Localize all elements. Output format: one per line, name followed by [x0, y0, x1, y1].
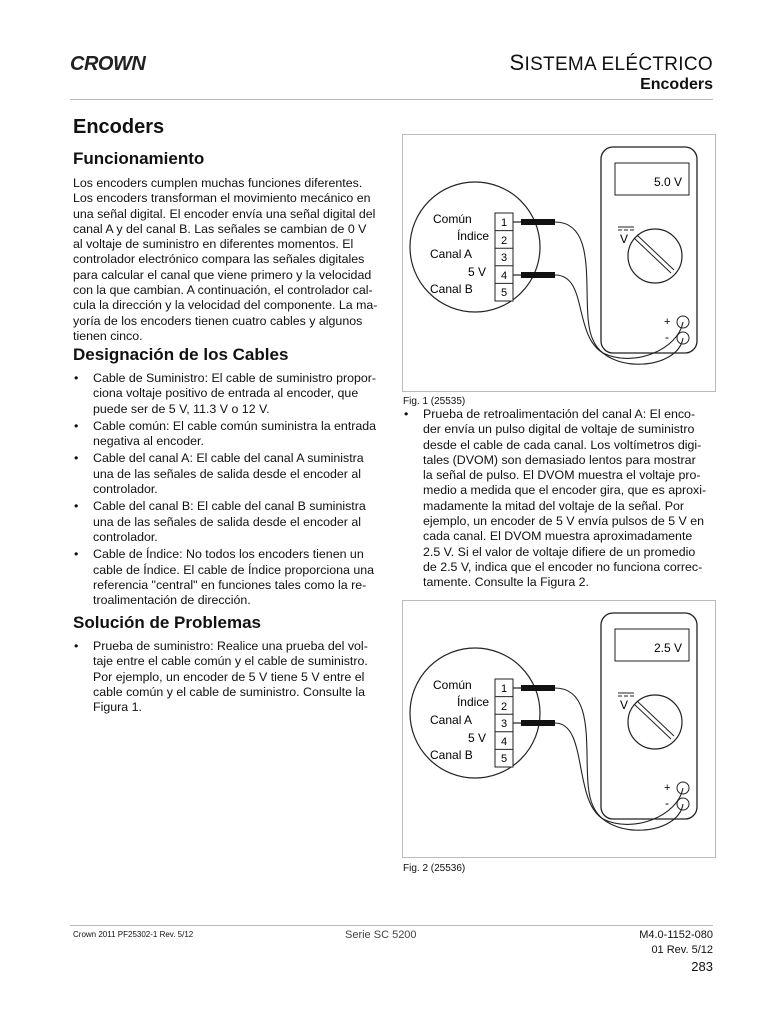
list-item: [403, 407, 714, 591]
footer-divider: [70, 925, 713, 926]
bullet: •: [74, 418, 79, 433]
label-indice: Índice: [456, 229, 489, 243]
heading-funcionamiento: Funcionamiento: [73, 149, 205, 168]
list-line: cable común y el cable de suministro. Consulte la: [93, 684, 366, 699]
label-canal-a: Canal A: [430, 247, 473, 261]
section-subtitle: Encoders: [640, 76, 713, 93]
figure-1-diagram: [403, 135, 715, 391]
list-item: [73, 547, 383, 608]
label-comun: Común: [433, 678, 472, 692]
meter-reading: 2.5 V: [653, 641, 682, 655]
list-line: una de las señales de salida desde el encoder al: [93, 514, 361, 529]
figure-1: [402, 134, 716, 392]
section-title: [510, 50, 714, 76]
list-line: la señal de pulso. El DVOM muestra el voltaje pro-: [423, 468, 701, 483]
list-line: referencia "central" en funciones tales como la re-: [93, 577, 367, 592]
header-divider: [70, 99, 713, 100]
list-line: Cable del canal B: El cable del canal B suministra: [93, 499, 366, 514]
list-item: [73, 419, 383, 450]
pin-number: 5: [500, 753, 508, 765]
bullet: •: [74, 547, 79, 562]
list-item: [73, 499, 383, 545]
figure-2-caption: Fig. 2 (25536): [403, 863, 466, 874]
list-line: Cable de Índice: No todos los encoders tienen un: [93, 547, 364, 562]
list-line: Cable de Suministro: El cable de suministro propor-: [93, 371, 377, 385]
footer-revision: 01 Rev. 5/12: [651, 944, 713, 956]
paragraph-funcionamiento: [73, 176, 383, 344]
jack-plus-label: +: [664, 782, 671, 794]
bullet: •: [74, 451, 79, 466]
label-5v: 5 V: [467, 731, 486, 745]
para-line: cula la dirección y la velocidad del componente. La ma-: [73, 298, 378, 313]
figure-2-diagram: [403, 601, 715, 857]
pin-number: 1: [500, 217, 508, 229]
label-canal-b: Canal B: [430, 282, 473, 296]
list-line: negativa al encoder.: [93, 434, 204, 449]
jack-minus-label: -: [665, 796, 669, 810]
list-line: de 2.5 V, indica que el encoder no funciona correc-: [423, 559, 703, 574]
bullet: •: [74, 639, 79, 653]
bullet: •: [74, 499, 79, 514]
pin-number: 5: [500, 287, 508, 299]
pin-number: 2: [500, 235, 508, 247]
para-line: Los encoders transforman el movimiento mecánico en: [73, 191, 371, 206]
list-line: medio a medida que el encoder gira, que es aproxi-: [423, 483, 707, 498]
list-line: ejemplo, un encoder de 5 V envía pulsos de 5 V en: [423, 514, 705, 529]
probe-black: [521, 685, 555, 691]
footer-series: Serie SC 5200: [345, 929, 417, 941]
list-line: Cable del canal A: El cable del canal A suministra: [93, 451, 364, 466]
jack-plus-label: +: [664, 316, 671, 328]
label-5v: 5 V: [467, 265, 486, 279]
list-line: controlador.: [93, 482, 158, 497]
bullet: •: [404, 407, 409, 421]
list-line: taje entre el cable común y el cable de suministro.: [93, 654, 368, 669]
pin-number: 3: [500, 252, 508, 264]
list-line: Cable común: El cable común suministra la entrada: [93, 418, 377, 433]
probe-red: [521, 720, 555, 726]
pin-number: 2: [500, 701, 508, 713]
para-line: yoría de los encoders tienen cuatro cables y algunos: [73, 313, 363, 328]
pin-number: 4: [500, 736, 508, 748]
meter-v-label: V: [620, 698, 629, 712]
page-title: Encoders: [73, 116, 165, 138]
pin-number: 1: [500, 683, 508, 695]
list-line: puede ser de 5 V, 11.3 V o 12 V.: [93, 401, 270, 416]
jack-minus-label: -: [665, 330, 669, 344]
figure-1-caption: Fig. 1 (25535): [403, 396, 466, 407]
para-line: al voltaje de suministro en diferentes momentos. El: [73, 237, 354, 252]
para-line: tienen cinco.: [73, 328, 143, 343]
section-title-rest: ISTEMA ELÉCTRICO: [524, 54, 713, 75]
cable-list: [73, 371, 383, 610]
list-line: una de las señales de salida desde el encoder al: [93, 466, 361, 481]
list-item: [73, 639, 383, 715]
list-item: [73, 451, 383, 497]
label-comun: Común: [433, 212, 472, 226]
feedback-test-item: [403, 407, 714, 591]
section-title-initial: S: [509, 50, 525, 75]
list-line: Figura 1.: [93, 700, 142, 715]
probe-black: [521, 219, 555, 225]
para-line: una señal digital. El encoder envía una señal digital del: [73, 206, 376, 221]
list-item: [73, 371, 383, 417]
para-line: con la que cambian. A continuación, el controlador cal-: [73, 283, 373, 298]
para-line: para calcular el canal que viene primero y la velocidad: [73, 267, 372, 282]
para-line: Los encoders cumplen muchas funciones diferentes.: [73, 176, 363, 190]
label-indice: Índice: [456, 695, 489, 709]
list-line: cada canal. El DVOM muestra aproximadamente: [423, 529, 693, 544]
list-line: 2.5 V. Si el valor de voltaje difiere de un promedio: [423, 544, 696, 559]
troubleshoot-list: [73, 639, 383, 717]
figure-2: [402, 600, 716, 858]
meter-reading: 5.0 V: [653, 175, 682, 189]
heading-solucion: Solución de Problemas: [73, 613, 261, 632]
para-line: controlador electrónico compara las señales digitales: [73, 252, 365, 267]
label-canal-b: Canal B: [430, 748, 473, 762]
list-line: tales (DVOM) son demasiado lentos para mostrar: [423, 452, 696, 467]
meter-dial: [628, 229, 682, 283]
list-line: ciona voltaje positivo de entrada al encoder, que: [93, 386, 359, 401]
para-line: canal A y del canal B. Las señales se cambian de 0 V: [73, 221, 367, 236]
label-canal-a: Canal A: [430, 713, 473, 727]
list-line: cable de Índice. El cable de Índice proporciona una: [93, 562, 375, 577]
svg-text:CROWN: CROWN: [70, 53, 146, 74]
list-line: Prueba de suministro: Realice una prueba del vol-: [93, 639, 368, 653]
list-line: Prueba de retroalimentación del canal A: El enco-: [423, 407, 696, 421]
heading-designacion: Designación de los Cables: [73, 345, 289, 364]
crown-logo: [70, 52, 154, 74]
footer-copyright: Crown 2011 PF25302-1 Rev. 5/12: [73, 930, 194, 939]
list-line: desde el cable de cada canal. Los voltímetros digi-: [423, 437, 702, 452]
list-line: Por ejemplo, un encoder de 5 V tiene 5 V entre el: [93, 669, 365, 684]
list-line: controlador.: [93, 529, 158, 544]
page-number: 283: [691, 959, 713, 974]
list-line: tamente. Consulte la Figura 2.: [423, 575, 589, 590]
pin-number: 4: [500, 270, 508, 282]
list-line: madamente la mitad del voltaje de la señal. Por: [423, 498, 685, 513]
pin-number: 3: [500, 718, 508, 730]
bullet: •: [74, 371, 79, 385]
list-line: der envía un pulso digital de voltaje de suministro: [423, 422, 695, 437]
list-line: troalimentación de dirección.: [93, 593, 251, 608]
meter-dial: [628, 695, 682, 749]
probe-red: [521, 272, 555, 278]
meter-v-label: V: [620, 232, 629, 246]
footer-doc-number: M4.0-1152-080: [639, 929, 713, 941]
